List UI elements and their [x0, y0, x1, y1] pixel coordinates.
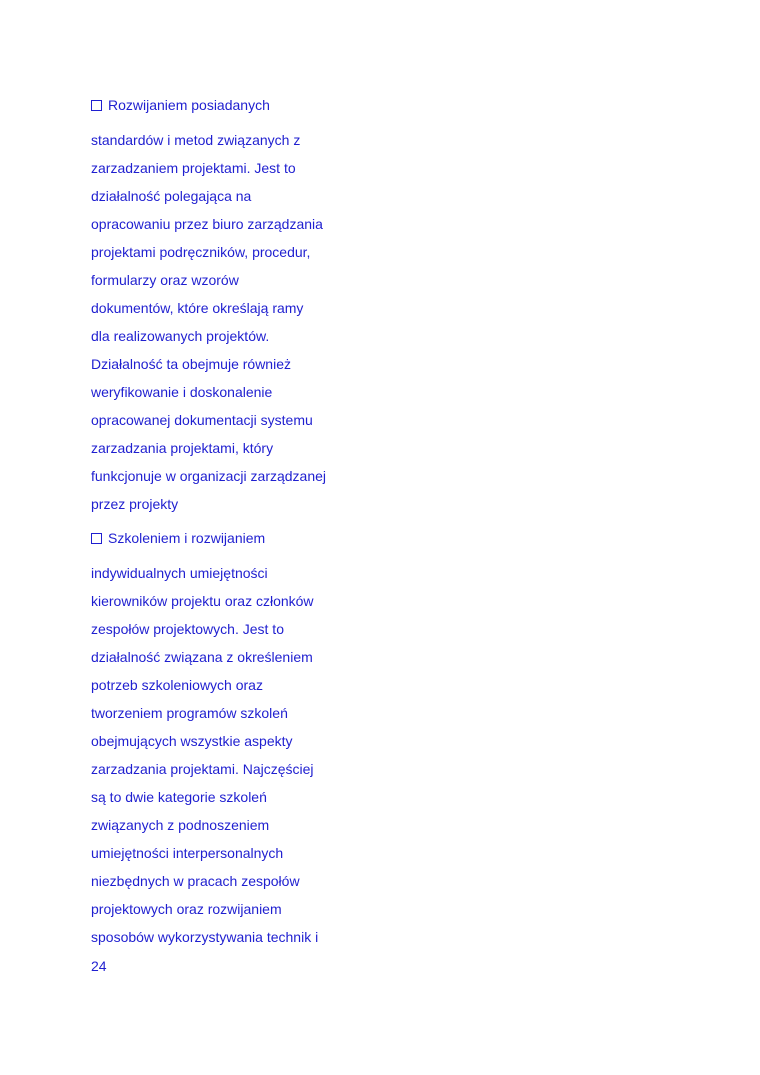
- section2-line: działalność związana z określeniem: [91, 649, 313, 665]
- section2-line: zespołów projektowych. Jest to: [91, 621, 284, 637]
- section1-line: dla realizowanych projektów.: [91, 328, 270, 344]
- section2-line: obejmujących wszystkie aspekty: [91, 733, 293, 749]
- section1-line: funkcjonuje w organizacji zarządzanej: [91, 468, 327, 484]
- section1-line: opracowaniu przez biuro zarządzania: [91, 216, 323, 232]
- section2-line: związanych z podnoszeniem: [91, 817, 270, 833]
- section2-heading: [91, 529, 265, 547]
- section2-heading-text: Szkoleniem i rozwijaniem: [108, 530, 266, 546]
- section2-line: potrzeb szkoleniowych oraz: [91, 677, 263, 693]
- section1-line: Działalność ta obejmuje również: [91, 356, 291, 372]
- section2-line: sposobów wykorzystywania technik i: [91, 929, 319, 945]
- section2-line: kierowników projektu oraz członków: [91, 593, 314, 609]
- section1-line: przez projekty: [91, 496, 179, 512]
- section1-line: zarzadzania projektami, który: [91, 440, 274, 456]
- section1-heading-text: Rozwijaniem posiadanych: [108, 97, 270, 113]
- section1-line: działalność polegająca na: [91, 188, 252, 204]
- section1-line: formularzy oraz wzorów: [91, 272, 239, 288]
- section1-line: dokumentów, które określają ramy: [91, 300, 304, 316]
- checkbox-icon: [91, 533, 102, 544]
- checkbox-icon: [91, 100, 102, 111]
- section1-line: opracowanej dokumentacji systemu: [91, 412, 313, 428]
- section1-line: projektami podręczników, procedur,: [91, 244, 311, 260]
- section2-line: projektowych oraz rozwijaniem: [91, 901, 282, 917]
- section2-line: umiejętności interpersonalnych: [91, 845, 284, 861]
- section2-line: niezbędnych w pracach zespołów: [91, 873, 300, 889]
- section2-line: tworzeniem programów szkoleń: [91, 705, 288, 721]
- section1-line: zarzadzaniem projektami. Jest to: [91, 160, 296, 176]
- section1-heading: [91, 96, 270, 114]
- section1-line: weryfikowanie i doskonalenie: [91, 384, 273, 400]
- section2-line: zarzadzania projektami. Najczęściej: [91, 761, 314, 777]
- section1-line: standardów i metod związanych z: [91, 132, 301, 148]
- section2-line: są to dwie kategorie szkoleń: [91, 789, 267, 805]
- page-number: 24: [91, 958, 107, 974]
- section2-line: indywidualnych umiejętności: [91, 565, 268, 581]
